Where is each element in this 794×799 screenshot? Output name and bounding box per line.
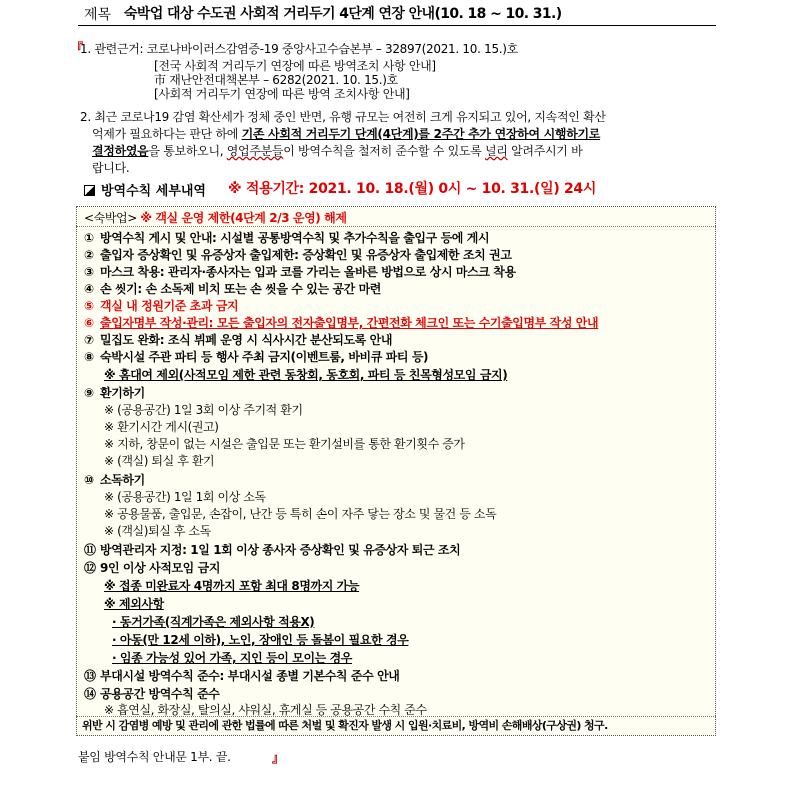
reference-subline-3: [사회적 거리두기 연장에 따른 방역 조치사항 안내]: [154, 87, 410, 101]
notice-decision-emphasis: 결정하였음: [92, 144, 149, 158]
rule-item-5: ⑤ 객실 내 정원기준 초과 금지: [84, 299, 239, 313]
notice-widely-word: 널리: [485, 144, 508, 158]
box-heading: [84, 209, 347, 226]
notice-operators-word: 영업주분들: [226, 144, 284, 158]
rule-item-9-sub-1: ※ (공용공간) 1일 3회 이상 주기적 환기: [104, 403, 303, 417]
details-heading: 방역수칙 세부내역: [101, 184, 206, 199]
rule-item-3: ③ 마스크 착용: 관리자·종사자는 입과 코를 가리는 올바른 방법으로 상시 마스크 착용: [84, 265, 516, 279]
details-heading-row: [84, 180, 206, 199]
rule-item-10-sub-3: ※ (객실)퇴실 후 소독: [104, 524, 211, 538]
rule-item-10: ⑩ 소독하기: [84, 473, 145, 487]
rule-item-14-sub: ※ 흡연실, 화장실, 탈의실, 샤워실, 휴게실 등 공용공간 수칙 준수: [104, 703, 427, 717]
rule-item-12-exception-3: · 임종 가능성 있어 가족, 지인 등이 모이는 경우: [112, 651, 352, 665]
notice-line-3-text-c: 알려주시기 바: [507, 144, 583, 158]
title-divider: [78, 25, 716, 26]
subject-label: 제목: [84, 7, 112, 23]
notice-line-4: 랍니다.: [92, 161, 130, 175]
notice-line-3-text-a: 을 통보하오니,: [148, 144, 227, 158]
attachment-line: 붙임 방역수칙 안내문 1부. 끝.: [78, 750, 231, 764]
box-divider: [76, 226, 716, 227]
box-heading-notice: ※ 객실 운영 제한(4단계 2/3 운영) 해제: [140, 211, 347, 225]
rule-item-12-sub-1: ※ 접종 미완료자 4명까지 포함 최대 8명까지 가능: [104, 579, 360, 593]
notice-line-3-text-b: 이 방역수칙을 철저히 준수할 수 있도록: [283, 144, 485, 158]
rule-item-4: ④ 손 씻기: 손 소독제 비치 또는 손 씻을 수 있는 공간 마련: [84, 282, 381, 296]
rule-item-1: ① 방역수칙 게시 및 안내: 시설별 공통방역수칙 및 추가수칙을 출입구 등에 게시: [84, 231, 490, 245]
open-bracket-mark: 『: [71, 41, 84, 55]
notice-line-1: 2. 최근 코로나19 감염 확산세가 정체 중인 반면, 유행 규모는 여전히 크게 유지되고 있어, 지속적인 확산: [80, 110, 606, 124]
rule-item-9-sub-2: ※ 환기시간 게시(권고): [104, 420, 219, 434]
document-title: 숙박업 대상 수도권 사회적 거리두기 4단계 연장 안내(10. 18 ~ 10. 31.): [124, 6, 562, 22]
rule-item-10-sub-1: ※ (공용공간) 1일 1회 이상 소독: [104, 490, 266, 504]
rule-item-12-sub-2: ※ 제외사항: [104, 597, 164, 611]
rule-item-8-note: ※ 홈대여 제외(사적모임 제한 관련 동창회, 동호회, 파티 등 친목형성모임 금지): [104, 368, 508, 382]
notice-line-2: [92, 125, 600, 142]
rule-item-12: ⑫ 9인 이상 사적모임 금지: [84, 561, 221, 575]
penalty-footer: 위반 시 감염병 예방 및 관리에 관한 법률에 따른 처벌 및 확진자 발생 시 입원·치료비, 방역비 손해배상(구상권) 청구.: [82, 719, 608, 732]
application-period: ※ 적용기간: 2021. 10. 18.(월) 0시 ~ 10. 31.(일) 24시: [228, 181, 597, 197]
rule-item-10-sub-2: ※ 공용물품, 출입문, 손잡이, 난간 등 특히 손이 자주 닿는 장소 및 물건 등 소독: [104, 507, 497, 521]
square-bullet-icon: [84, 185, 95, 196]
notice-line-2-text: 억제가 필요하다는 판단 하에: [92, 127, 242, 141]
notice-line-3: [92, 142, 582, 159]
rule-item-6: ⑥ 출입자명부 작성·관리: 모든 출입자의 전자출입명부, 간편전화 체크인 또는 수기출입명부 작성 안내: [84, 316, 599, 330]
box-heading-category: <숙박업>: [84, 211, 141, 225]
rule-item-12-exception-2: · 아동(만 12세 이하), 노인, 장애인 등 돌봄이 필요한 경우: [112, 633, 409, 647]
rule-item-12-exception-1: · 동거가족(직계가족은 제외사항 적용X): [112, 615, 315, 629]
reference-line: 1. 관련근거: 코로나바이러스감염증-19 중앙사고수습본부 – 32897(2021. 10. 15.)호: [80, 42, 518, 56]
rule-item-7: ⑦ 밀집도 완화: 조식 뷔페 운영 시 식사시간 분산되도록 안내: [84, 333, 393, 347]
rule-item-14: ⑭ 공용공간 방역수칙 준수: [84, 687, 220, 701]
rule-item-9: ⑨ 환기하기: [84, 386, 145, 400]
rule-item-2: ② 출입자 증상확인 및 유증상자 출입제한: 증상확인 및 유증상자 출입제한 조치 권고: [84, 248, 512, 262]
rule-item-11: ⑪ 방역관리자 지정: 1일 1회 이상 종사자 증상확인 및 유증상자 퇴근 조치: [84, 543, 461, 557]
reference-subline-2: 市 재난안전대책본부 – 6282(2021. 10. 15.)호: [154, 73, 398, 87]
notice-extension-emphasis: 기존 사회적 거리두기 단계(4단계)를 2주간 추가 연장하여 시행하기로: [241, 127, 601, 141]
rule-item-9-sub-4: ※ (객실) 퇴실 후 환기: [104, 454, 215, 468]
rule-item-13: ⑬ 부대시설 방역수칙 준수: 부대시설 종별 기본수칙 준수 안내: [84, 669, 400, 683]
reference-subline-1: [전국 사회적 거리두기 연장에 따른 방역조치 사항 안내]: [154, 59, 436, 73]
close-bracket-mark: 』: [272, 751, 285, 765]
rule-item-9-sub-3: ※ 지하, 창문이 없는 시설은 출입문 또는 환기설비를 통한 환기횟수 증가: [104, 437, 465, 451]
rule-item-8: ⑧ 숙박시설 주관 파티 등 행사 주최 금지(이벤트룸, 바비큐 파티 등): [84, 350, 429, 364]
